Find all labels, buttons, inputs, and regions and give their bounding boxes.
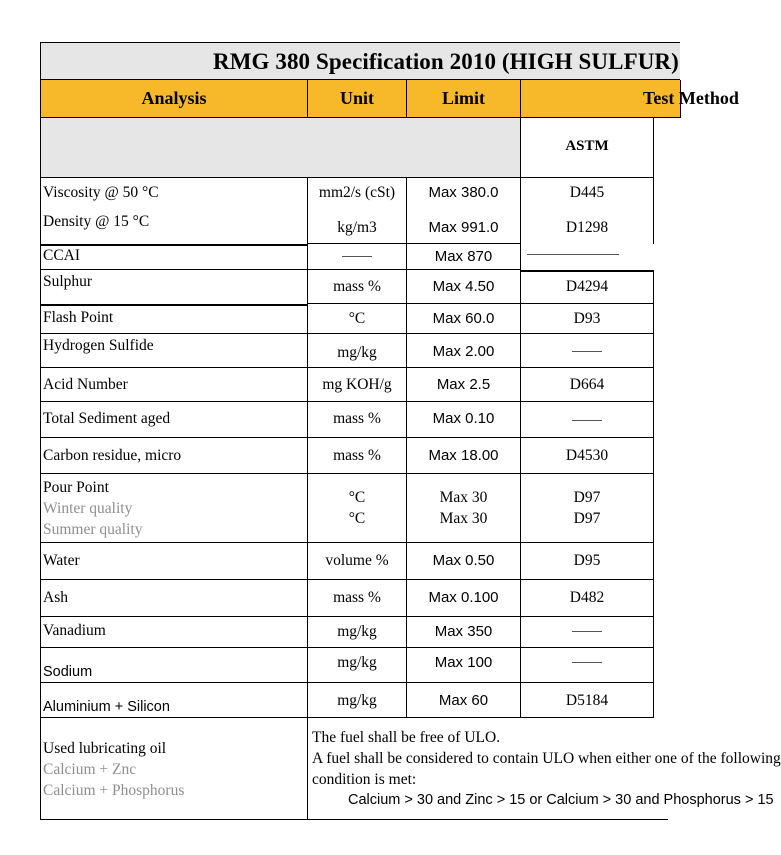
header-unit: Unit <box>308 80 407 118</box>
row-analysis: Aluminium + Silicon <box>40 683 308 718</box>
row-analysis: Total Sediment aged <box>40 402 308 438</box>
header-limit: Limit <box>407 80 521 118</box>
table-row <box>40 438 680 474</box>
row-unit-group <box>308 474 407 543</box>
row-limit: Max 2.00 <box>407 334 521 368</box>
table-row <box>40 617 680 648</box>
row-analysis-group <box>40 718 308 820</box>
dash-mark <box>572 351 602 352</box>
row-limit: Max 100 <box>407 648 521 683</box>
row-method: D97 <box>573 510 601 527</box>
dash-mark <box>572 631 602 632</box>
row-unit: mm2/s (cSt) <box>308 178 407 210</box>
row-method-empty <box>521 244 654 270</box>
row-unit: kg/m3 <box>308 210 407 244</box>
row-method: D4294 <box>521 270 654 304</box>
row-limit-group <box>407 474 521 543</box>
row-limit: Max 18.00 <box>407 438 521 474</box>
row-limit: Max 380.0 <box>407 178 521 210</box>
table-row <box>40 178 680 210</box>
row-sub-calcium-zinc: Calcium + Znc <box>43 761 137 778</box>
row-unit: °C <box>348 489 366 506</box>
row-method-empty <box>521 648 654 683</box>
row-unit: mg/kg <box>308 683 407 718</box>
ulo-note-line: A fuel shall be considered to contain ULO when either one of the following <box>312 750 781 767</box>
row-limit: Max 4.50 <box>407 270 521 304</box>
ulo-note <box>308 718 781 820</box>
row-analysis: Sulphur <box>40 270 308 304</box>
table-row <box>40 270 680 304</box>
page-title: RMG 380 Specification 2010 (HIGH SULFUR) <box>213 49 679 74</box>
row-sub-summer: Summer quality <box>43 521 143 538</box>
row-analysis: CCAI <box>40 244 308 270</box>
row-method: D445 <box>521 178 654 210</box>
row-limit: Max 60 <box>407 683 521 718</box>
row-unit: mg KOH/g <box>308 368 407 402</box>
title-bar <box>40 42 680 80</box>
row-limit: Max 0.50 <box>407 543 521 580</box>
row-analysis: Ash <box>40 580 308 617</box>
row-analysis: Hydrogen Sulfide <box>40 334 308 368</box>
table-row <box>40 474 680 543</box>
row-analysis: Water <box>40 543 308 580</box>
dash-mark <box>572 662 602 663</box>
row-analysis: Density @ 15 °C <box>40 210 308 244</box>
table-row <box>40 580 680 617</box>
row-method: D664 <box>521 368 654 402</box>
row-method: D4530 <box>521 438 654 474</box>
row-method-group <box>521 474 654 543</box>
row-limit: Max 0.100 <box>407 580 521 617</box>
row-method: D95 <box>521 543 654 580</box>
row-unit: mass % <box>308 580 407 617</box>
row-method-empty <box>521 334 654 368</box>
ulo-note-line: The fuel shall be free of ULO. <box>312 729 501 746</box>
dash-mark <box>572 420 602 421</box>
table-row <box>40 244 680 270</box>
table-row <box>40 543 680 580</box>
row-analysis: Acid Number <box>40 368 308 402</box>
row-method-empty <box>521 617 654 648</box>
table-row <box>40 718 781 820</box>
table-row <box>40 402 680 438</box>
row-analysis: Vanadium <box>40 617 308 648</box>
row-sub-calcium-phosphorus: Calcium + Phosphorus <box>43 782 185 799</box>
table-row <box>40 334 680 368</box>
row-method: D97 <box>573 489 601 506</box>
row-limit: Max 60.0 <box>407 304 521 334</box>
table-row <box>40 368 680 402</box>
row-limit: Max 2.5 <box>407 368 521 402</box>
row-unit: mg/kg <box>308 617 407 648</box>
dash-mark <box>527 254 619 255</box>
row-limit: Max 870 <box>407 244 521 270</box>
row-method: D93 <box>521 304 654 334</box>
row-analysis: Viscosity @ 50 °C <box>40 178 308 210</box>
row-unit: mass % <box>308 438 407 474</box>
row-method: D482 <box>521 580 654 617</box>
dash-mark <box>342 256 372 257</box>
row-unit: mass % <box>308 270 407 304</box>
spec-sheet <box>40 42 781 822</box>
astm-label: ASTM <box>521 118 654 178</box>
row-limit: Max 0.10 <box>407 402 521 438</box>
header-test-method: Test Method <box>521 80 681 118</box>
row-unit: °C <box>308 304 407 334</box>
row-unit-empty <box>308 244 407 270</box>
row-unit: mg/kg <box>308 334 407 368</box>
ulo-note-line: condition is met: <box>312 771 417 788</box>
row-limit: Max 350 <box>407 617 521 648</box>
row-analysis: Pour Point <box>43 479 109 496</box>
row-unit: volume % <box>308 543 407 580</box>
row-method: D1298 <box>521 210 654 244</box>
row-method-empty <box>521 402 654 438</box>
ulo-note-condition: Calcium > 30 and Zinc > 15 or Calcium > 30 and Phosphorus > 15 <box>348 792 774 808</box>
row-limit: Max 991.0 <box>407 210 521 244</box>
row-analysis: Carbon residue, micro <box>40 438 308 474</box>
row-limit: Max 30 <box>439 510 488 527</box>
row-analysis: Flash Point <box>40 304 308 334</box>
row-method: D5184 <box>521 683 654 718</box>
row-unit: mg/kg <box>308 648 407 683</box>
row-unit: mass % <box>308 402 407 438</box>
row-unit: °C <box>348 510 366 527</box>
header-analysis: Analysis <box>40 80 308 118</box>
table-row <box>40 648 680 683</box>
table-row <box>40 304 680 334</box>
row-sub-winter: Winter quality <box>43 500 133 517</box>
row-analysis-group <box>40 474 308 543</box>
row-analysis: Used lubricating oil <box>43 740 167 757</box>
subheader-blank <box>40 118 521 178</box>
table-row <box>40 683 680 718</box>
row-limit: Max 30 <box>439 489 488 506</box>
row-analysis: Sodium <box>40 648 308 683</box>
table-row <box>40 210 680 244</box>
